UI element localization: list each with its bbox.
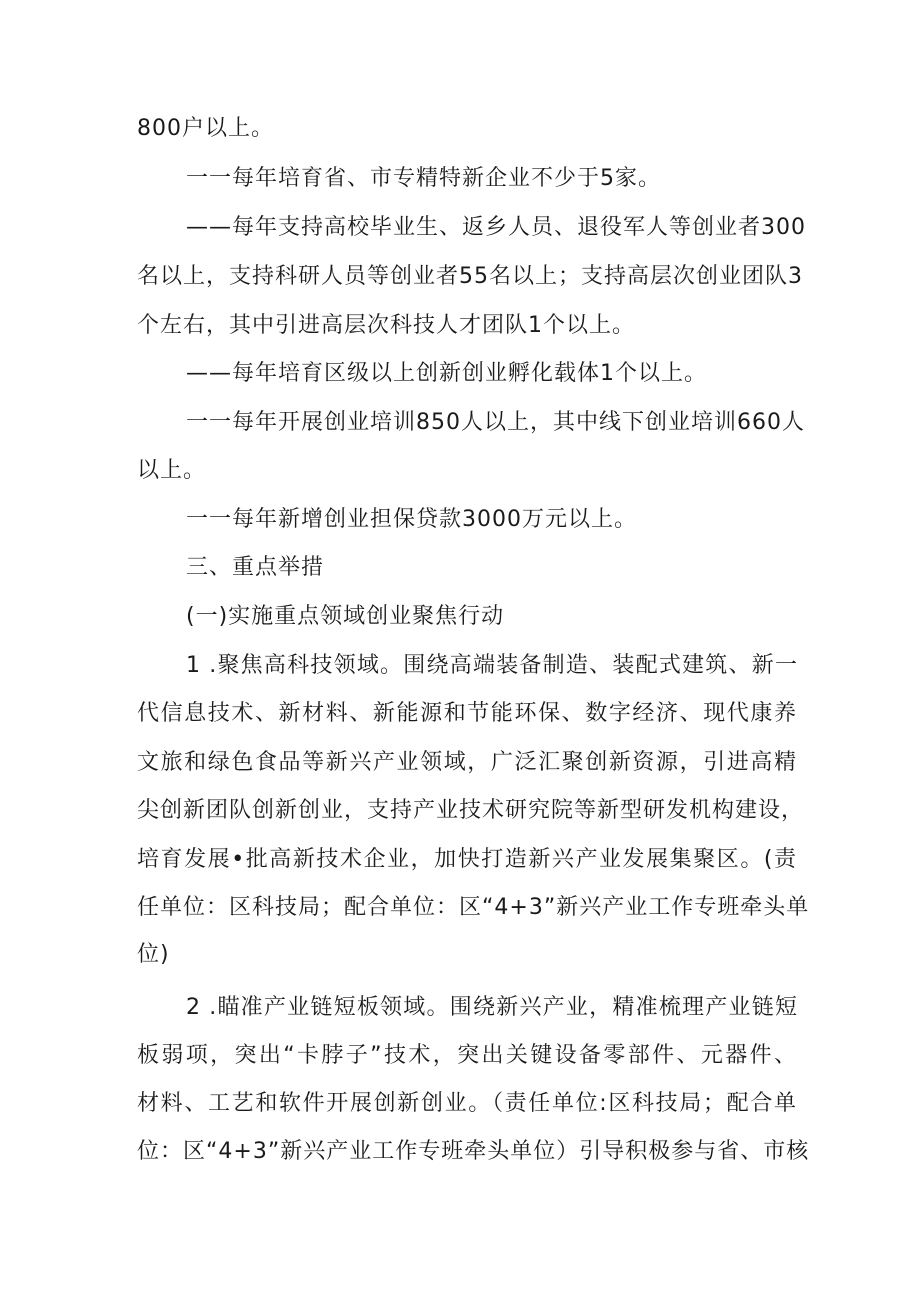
text-line: 文旅和绿色食品等新兴产业领域，广泛汇聚创新资源，引进高精 <box>137 750 797 775</box>
text-line: ——每年培育区级以上创新创业孵化载体1个以上。 <box>186 361 707 386</box>
text-line: 代信息技术、新材料、新能源和节能环保、数字经济、现代康养 <box>137 701 797 726</box>
text-line: 个左右，其中引进高层次科技人才团队1个以上。 <box>137 313 635 338</box>
subsection-heading: (一)实施重点领域创业聚焦行动 <box>186 604 505 629</box>
text-line: 以上。 <box>137 458 207 483</box>
text-line: 板弱项，突出“卡脖子”技术，突出关键设备零部件、元器件、 <box>137 1043 798 1068</box>
text-line: 2 .瞄准产业链短板领域。围绕新兴产业，精准梳理产业链短 <box>186 995 798 1020</box>
text-line: 培育发展•批高新技术企业，加快打造新兴产业发展集聚区。(责 <box>137 847 797 872</box>
text-line: 尖创新团队创新创业，支持产业技术研究院等新型研发机构建设， <box>137 798 805 823</box>
text-line: 一一每年新增创业担保贷款3000万元以上。 <box>186 507 637 532</box>
text-line: 位) <box>137 942 170 967</box>
text-line: ——每年支持高校毕业生、返乡人员、退役军人等创业者300 <box>186 215 806 240</box>
text-line: 位：区“4+3”新兴产业工作专班牵头单位）引导积极参与省、市核 <box>137 1139 810 1164</box>
text-line: 任单位：区科技局；配合单位：区“4+3”新兴产业工作专班牵头单 <box>137 895 810 920</box>
text-line: 一一每年开展创业培训850人以上，其中线下创业培训660人 <box>186 410 805 435</box>
text-line: 一一每年培育省、市专精特新企业不少于5家。 <box>186 166 661 191</box>
text-line: 800户以上。 <box>137 116 274 141</box>
text-line: 材料、工艺和软件开展创新创业。（责任单位:区科技局；配合单 <box>137 1091 797 1116</box>
text-line: 1 .聚焦高科技领域。围绕高端装备制造、装配式建筑、新一 <box>186 653 798 678</box>
section-heading: 三、重点举措 <box>186 555 325 580</box>
text-line: 名以上，支持科研人员等创业者55名以上；支持高层次创业团队3 <box>137 264 803 289</box>
